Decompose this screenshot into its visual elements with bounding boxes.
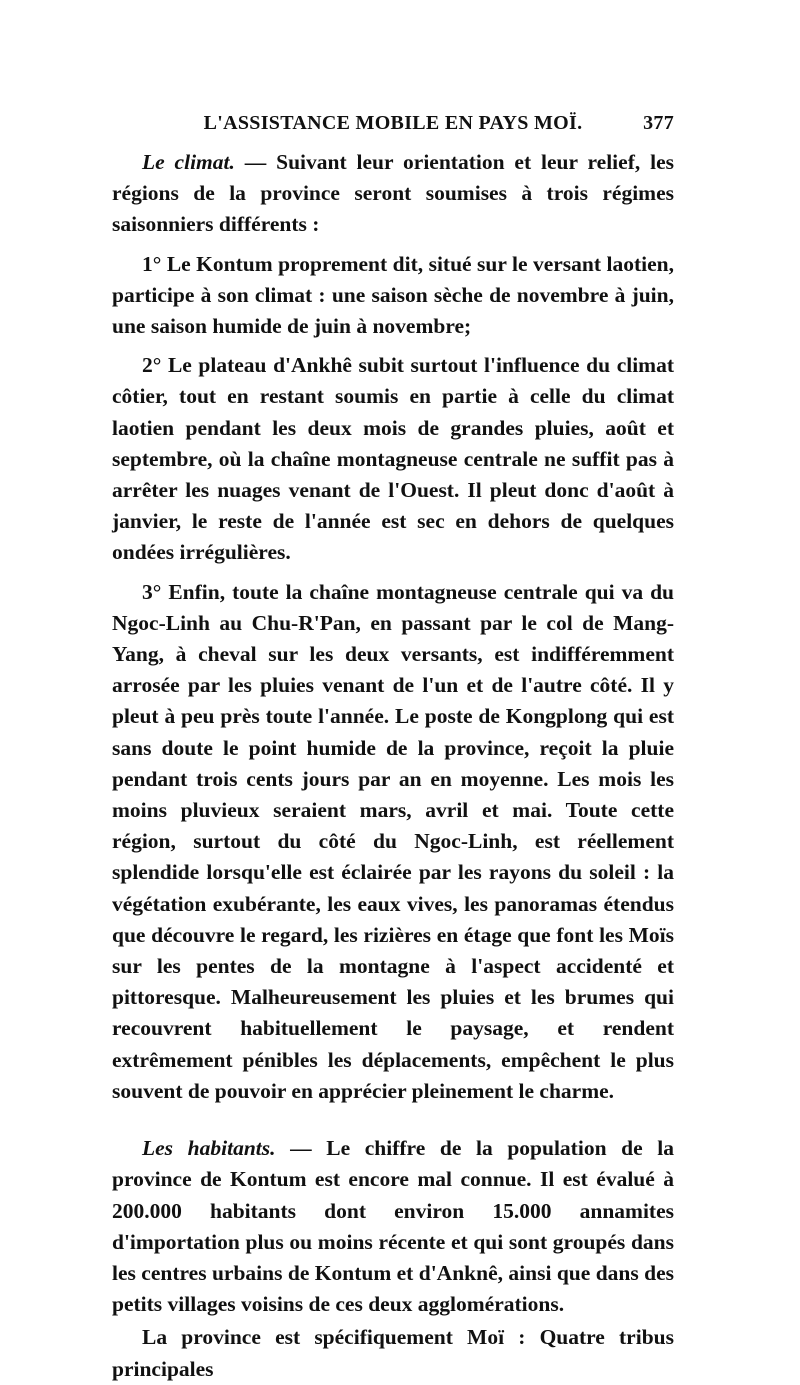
paragraph-habitants bbox=[112, 1133, 674, 1320]
paragraph-text: La province est spécifiquement Moï : Quatre tribus principales bbox=[112, 1325, 674, 1381]
header-title: L'ASSISTANCE MOBILE EN PAYS MOÏ. bbox=[203, 112, 583, 134]
running-header bbox=[112, 112, 674, 135]
paragraph-text: 1° Le Kontum proprement dit, situé sur le versant laotien, participe à son climat : une saison sèche de novembre à juin, une saison humide de juin à novembre; bbox=[112, 251, 674, 339]
paragraph-text: — Le chiffre de la population de la province de Kontum est encore mal connue. Il est évalué à 200.000 habitants dont environ 15.000 annamites d'importation plus ou moins récente et qui sont groupés dans les centres urbains de Kontum et d'Anknê, ainsi que dans des petits villages voisins de ces deux agglomérations. bbox=[112, 1136, 674, 1317]
paragraph-climat bbox=[112, 147, 674, 241]
paragraph-kontum bbox=[112, 249, 674, 343]
paragraph-chaine bbox=[112, 577, 674, 1107]
paragraph-text: 2° Le plateau d'Ankhê subit surtout l'influence du climat côtier, tout en restant soumis en partie à celle du climat laotien pendant les deux mois de grandes pluies, août et septembre, où la chaîne montagneuse centrale ne suffit pas à arrêter les nuages venant de l'Ouest. Il pleut donc d'août à janvier, le reste de l'année est sec en dehors de quelques ondées irrégulières. bbox=[112, 353, 674, 565]
paragraph-province bbox=[112, 1322, 674, 1384]
paragraph-ankhe bbox=[112, 350, 674, 568]
page-number: 377 bbox=[643, 112, 674, 134]
document-page bbox=[112, 112, 674, 1385]
paragraph-text: 3° Enfin, toute la chaîne montagneuse centrale qui va du Ngoc-Linh au Chu-R'Pan, en passant par le col de Mang-Yang, à cheval sur les deux versants, est indifféremment arrosée par les pluies venant de l'un et de l'autre côté. Il y pleut à peu près toute l'année. Le poste de Kongplong qui est sans doute le point humide de la province, reçoit la pluie pendant trois cents jours par an en moyenne. Les mois les moins pluvieux seraient mars, avril et mai. Toute cette région, surtout du côté du Ngoc-Linh, est réellement splendide lorsqu'elle est éclairée par les rayons du soleil : la végétation exubérante, les eaux vives, les panoramas étendus que découvre le regard, les rizières en étage que font les Moïs sur les pentes de la montagne à l'aspect accidenté et pittoresque. Malheureusement les pluies et les brumes qui recouvrent habituellement le paysage, et rendent extrêmement pénibles les déplacements, empêchent le plus souvent de pouvoir en apprécier pleinement le charme. bbox=[112, 579, 674, 1103]
section-lead-climat: Le climat. bbox=[142, 150, 235, 174]
section-lead-habitants: Les habitants. bbox=[142, 1136, 276, 1161]
paragraph-text: — Suivant leur orientation et leur relief, les régions de la province seront soumises à trois régimes saisonniers différents : bbox=[112, 150, 674, 237]
